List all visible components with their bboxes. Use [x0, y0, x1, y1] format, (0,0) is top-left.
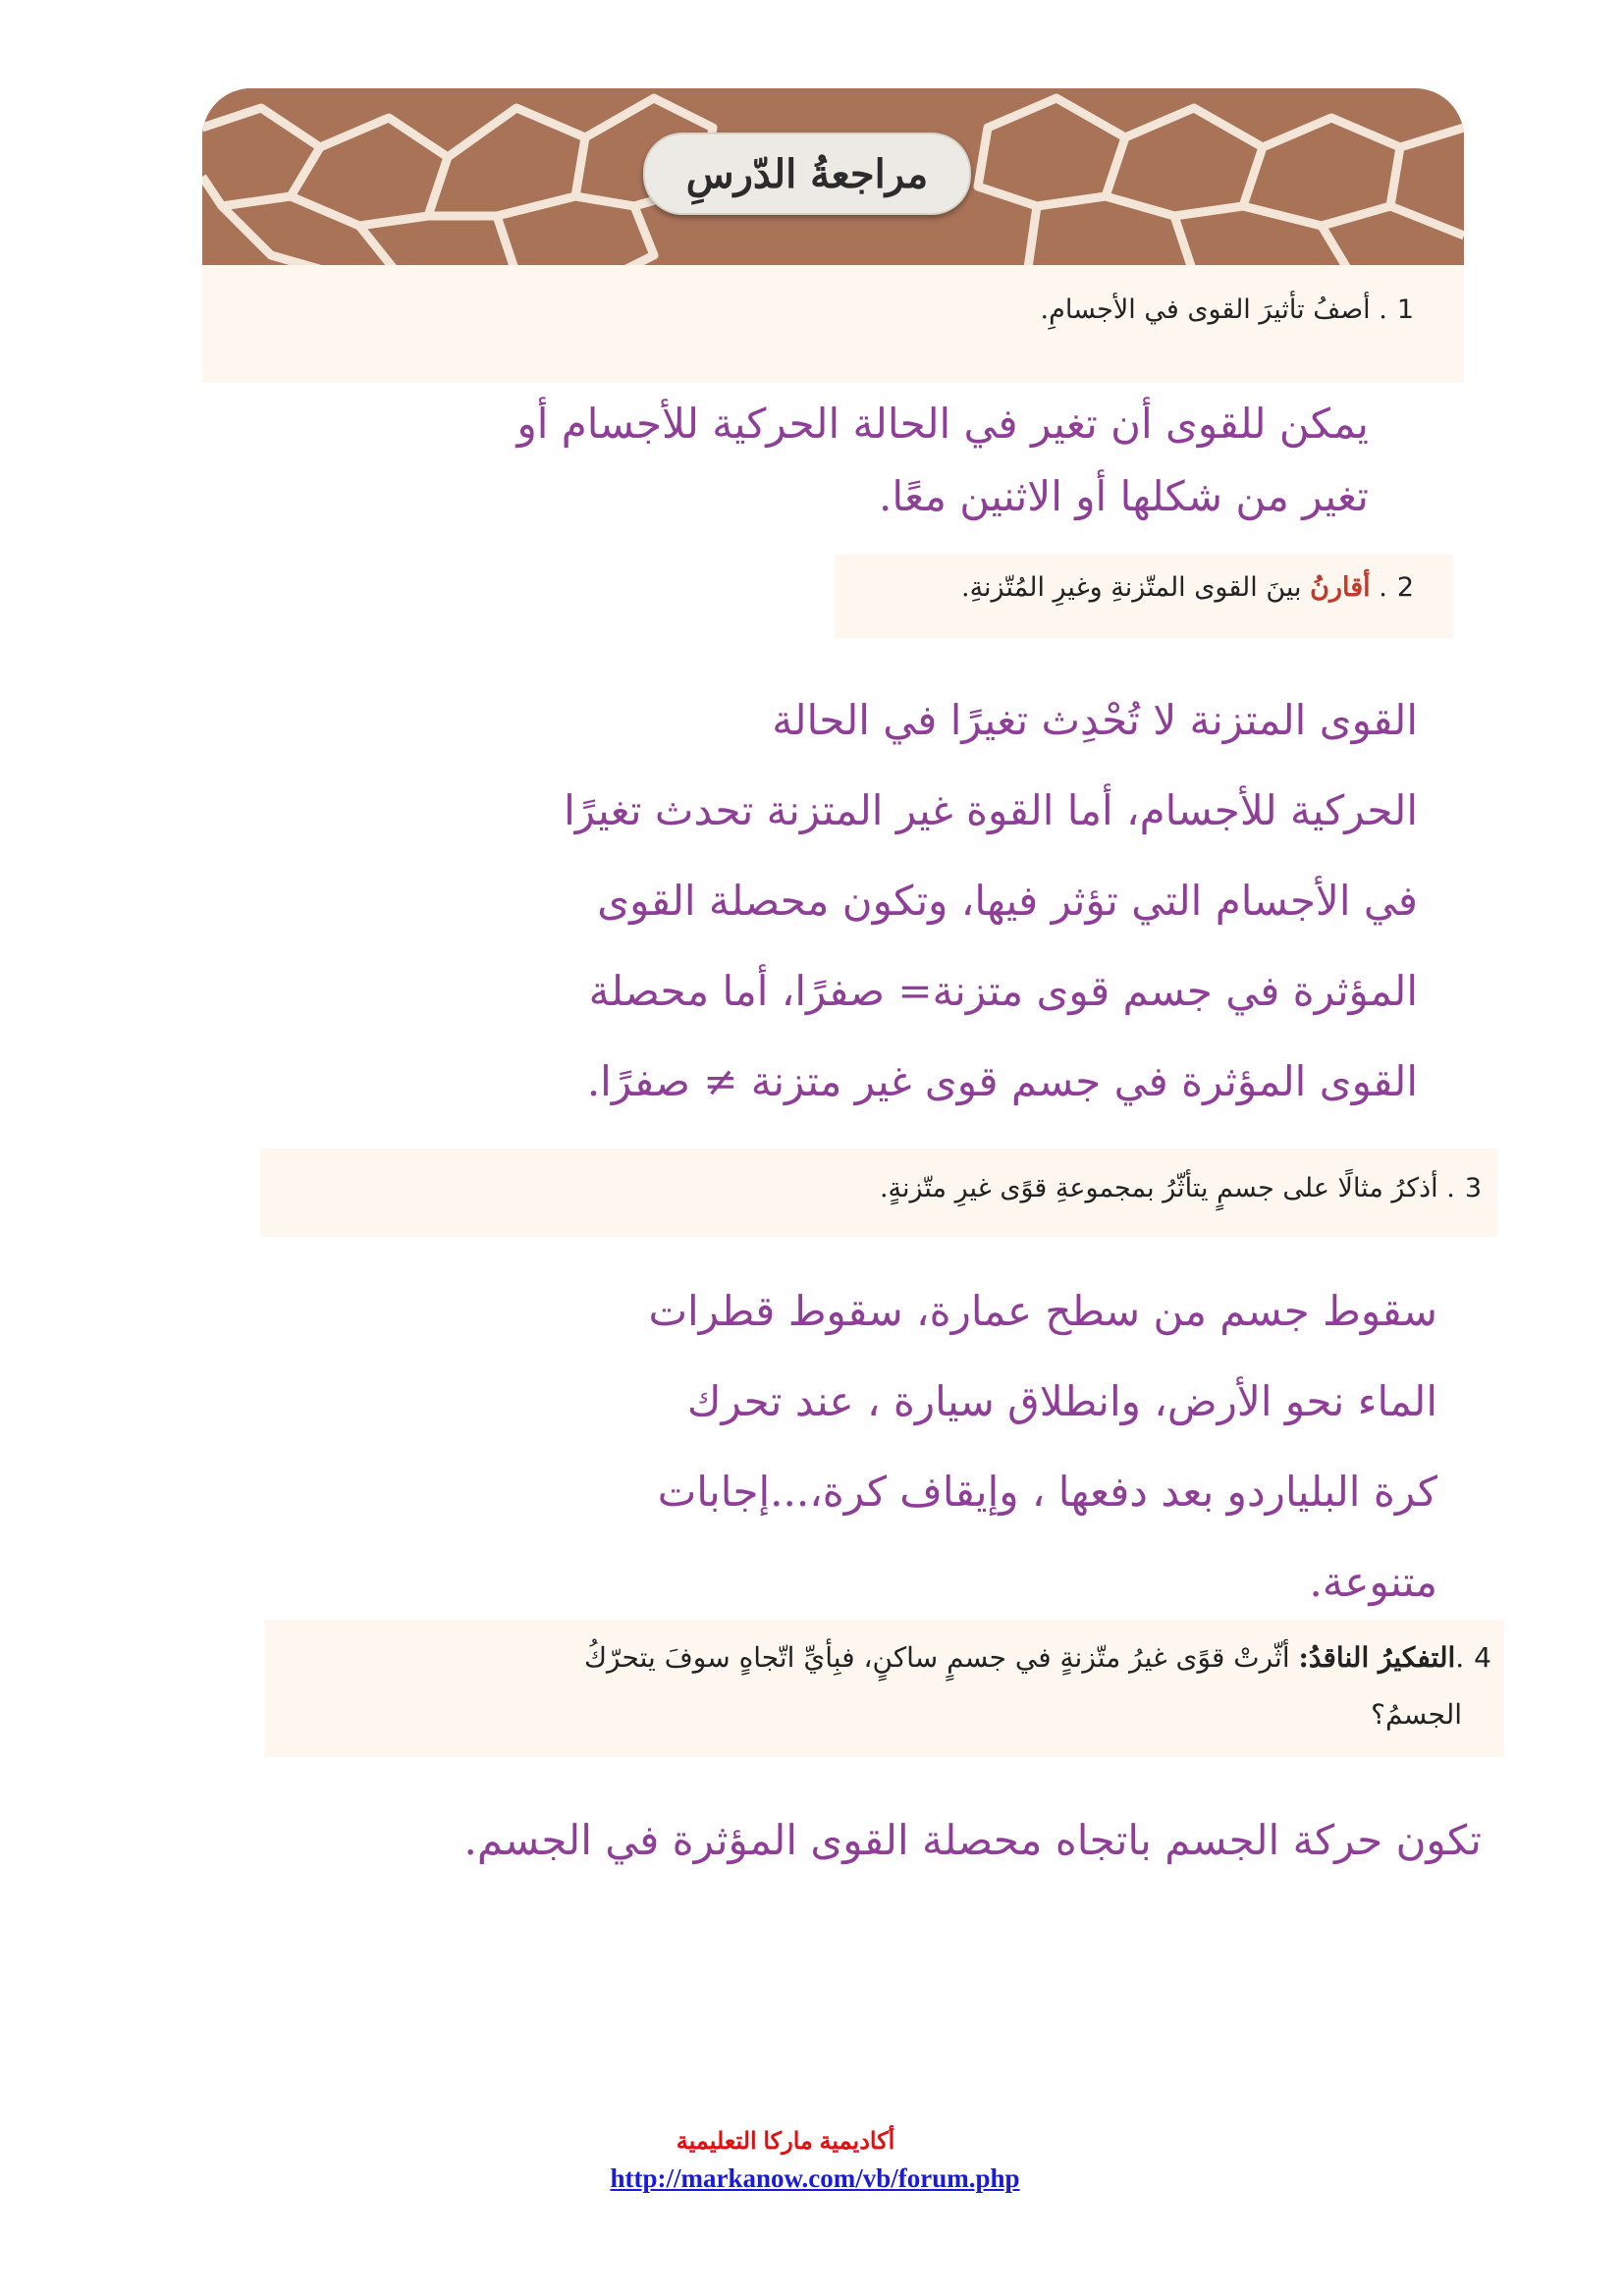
question-3: 3. أذكرُ مثالًا على جسمٍ يتأثّرُ بمجموعةِ قوًى غيرِ متّزنةٍ.	[879, 1173, 1482, 1203]
footer-academy-name: أكاديمية ماركا التعليمية	[676, 2128, 895, 2155]
answer-2-line: المؤثرة في جسم قوى متزنة= صفرًا، أما محصلة	[588, 967, 1418, 1015]
question-4: 4.التفكيرُ الناقدُ: أثّرتْ قوًى غيرُ متّزنةٍ في جسمٍ ساكنٍ، فبِأيِّ اتّجاهٍ سوفَ يتحرّكُ	[583, 1641, 1491, 1674]
answer-1-line: تغير من شكلها أو الاثنين معًا.	[879, 472, 1369, 520]
answer-3-line: سقوط جسم من سطح عمارة، سقوط قطرات	[648, 1287, 1437, 1335]
question-4-continuation	[1371, 1698, 1462, 1731]
question-4-text-line2: الجسمُ؟	[1371, 1698, 1462, 1731]
question-2-verb: أقارنُ	[1310, 572, 1371, 603]
answer-3	[648, 1266, 1437, 1628]
answer-3-line: متنوعة.	[1309, 1558, 1437, 1606]
question-2: 2. أقارنُ بينَ القوى المتّزنةِ وغيرِ المُتّزنةِ.	[960, 572, 1414, 603]
question-2-text: بينَ القوى المتّزنةِ وغيرِ المُتّزنةِ.	[960, 572, 1302, 603]
footer-forum-link[interactable]: http://markanow.com/vb/forum.php	[610, 2163, 1020, 2193]
answer-3-line: الماء نحو الأرض، وانطلاق سيارة ، عند تحرك	[686, 1377, 1437, 1425]
question-3-number: 3	[1464, 1173, 1482, 1203]
answer-3-line: كرة البلياردو بعد دفعها ، وإيقاف كرة،...إجابات	[657, 1468, 1437, 1516]
answer-2	[564, 675, 1418, 1127]
lesson-review-title: مراجعةُ الدّرسِ	[643, 133, 971, 215]
answer-1-line: يمكن للقوى أن تغير في الحالة الحركية للأجسام أو	[516, 400, 1369, 448]
question-4-number: 4	[1474, 1641, 1491, 1674]
answer-4	[464, 1806, 1482, 1875]
question-1-text: أصفُ تأثيرَ القوى في الأجسامِ.	[1040, 294, 1371, 325]
question-2-number: 2	[1396, 572, 1414, 603]
answer-2-line: الحركية للأجسام، أما القوة غير المتزنة تحدث تغيرًا	[564, 786, 1418, 834]
question-1: 1. أصفُ تأثيرَ القوى في الأجسامِ.	[1040, 294, 1414, 325]
question-4-panel	[265, 1620, 1504, 1757]
question-3-text: أذكرُ مثالًا على جسمٍ يتأثّرُ بمجموعةِ قوًى غيرِ متّزنةٍ.	[879, 1173, 1438, 1203]
answer-2-line: القوى المتزنة لا تُحْدِث تغيرًا في الحالة	[772, 696, 1418, 744]
question-4-text: أثّرتْ قوًى غيرُ متّزنةٍ في جسمٍ ساكنٍ، فبِأيِّ اتّجاهٍ سوفَ يتحرّكُ	[583, 1641, 1290, 1674]
question-4-label: التفكيرُ الناقدُ:	[1298, 1641, 1456, 1674]
answer-2-line: في الأجسام التي تؤثر فيها، وتكون محصلة القوى	[597, 877, 1418, 925]
question-1-number: 1	[1396, 294, 1414, 325]
answer-2-line: القوى المؤثرة في جسم قوى غير متزنة ≠ صفرًا.	[586, 1057, 1418, 1105]
answer-1	[516, 388, 1369, 533]
answer-4-line: تكون حركة الجسم باتجاه محصلة القوى المؤثرة في الجسم.	[463, 1816, 1482, 1864]
